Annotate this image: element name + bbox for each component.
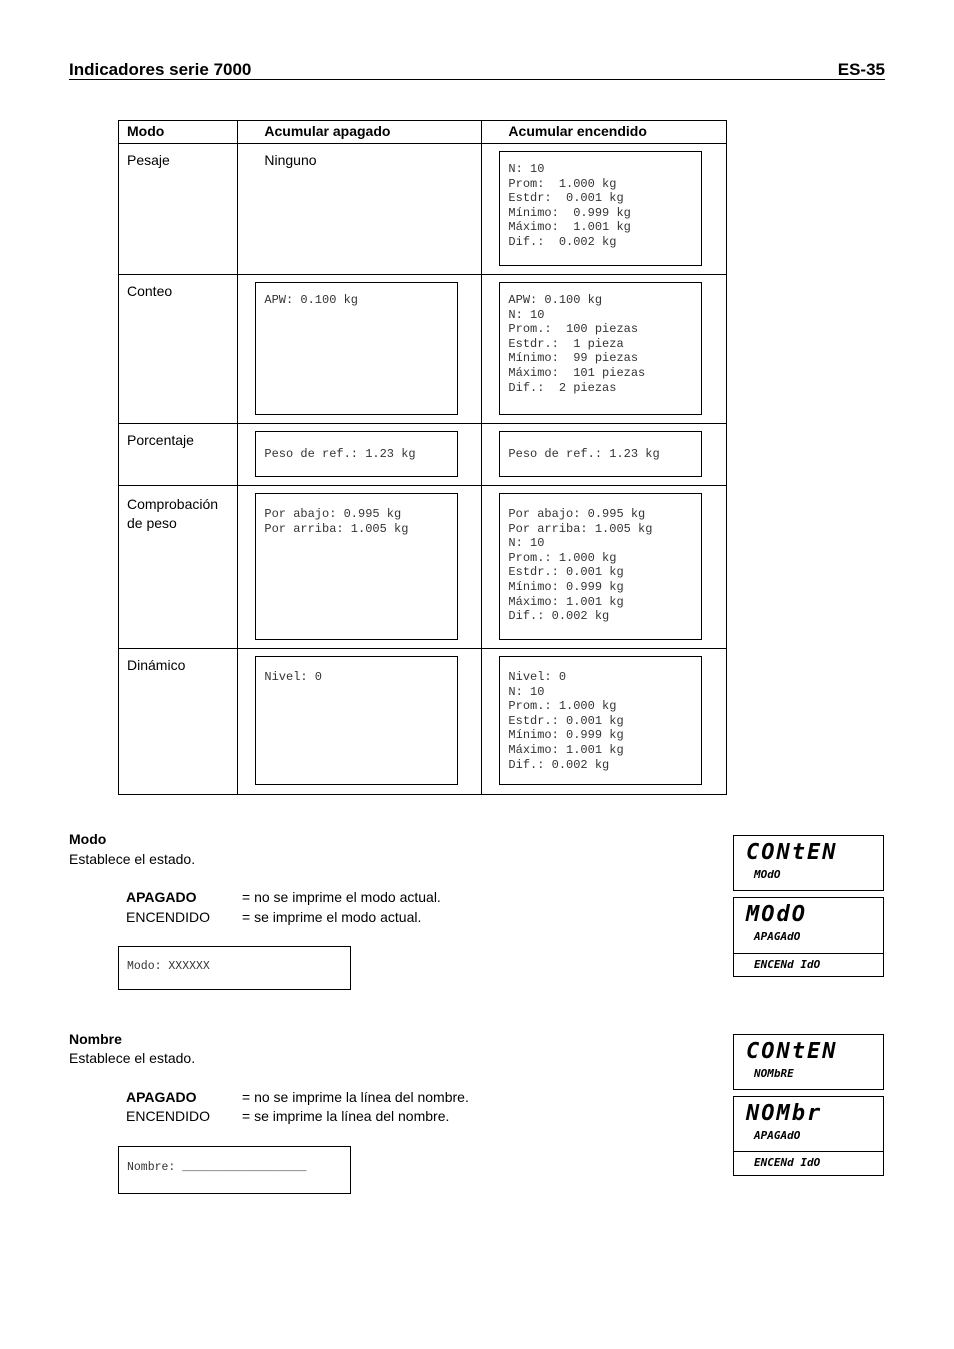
lcd-sub-text: NOMbRE — [754, 1067, 794, 1080]
mode-label: Porcentaje — [119, 424, 238, 486]
printout-line: Prom.: 100 piezas — [508, 322, 639, 337]
option-on-value: = se imprime el modo actual. — [242, 909, 422, 925]
printout-line: Máximo: 1.001 kg — [508, 594, 624, 609]
printout-box — [499, 493, 702, 640]
lcd-display-menu — [733, 1034, 884, 1090]
lcd-display-options — [733, 1096, 884, 1176]
mode-label: Comprobación de peso — [119, 486, 238, 649]
printout-line: N: 10 — [508, 536, 545, 551]
option-on-value: = se imprime la línea del nombre. — [242, 1108, 450, 1124]
printout-line: N: 10 — [508, 307, 545, 322]
lcd-sub-text: MOdO — [754, 868, 781, 881]
printout-line: Nivel: 0 — [264, 670, 322, 684]
printout-line: Estdr.: 0.001 kg — [508, 713, 624, 728]
option-off-value: = no se imprime la línea del nombre. — [242, 1089, 469, 1105]
printout-box — [499, 151, 702, 266]
option-on-key: ENCENDIDO — [126, 909, 211, 925]
printout-line: Peso de ref.: 1.23 kg — [264, 447, 416, 461]
lcd-main-text: CONtEN — [746, 1039, 838, 1064]
on-cell — [482, 275, 727, 424]
off-cell — [238, 649, 482, 795]
table-row — [119, 144, 727, 275]
printout-line: Mínimo: 0.999 kg — [508, 728, 624, 743]
lcd-main-text: MOdO — [746, 902, 807, 927]
printout-line: Mínimo: 0.999 kg — [508, 579, 624, 594]
off-text: Ninguno — [264, 152, 317, 168]
printout-line: Nivel: 0 — [508, 670, 567, 684]
printout-box — [499, 656, 702, 785]
off-cell — [238, 424, 482, 486]
printout-box — [255, 656, 458, 785]
printout-line: Dif.: 0.002 kg — [508, 757, 610, 772]
lcd-next-option-row — [734, 953, 884, 978]
page-number: ES-35 — [837, 60, 885, 79]
mode-label: Dinámico — [119, 649, 238, 795]
printout-box — [255, 431, 458, 477]
lcd-display-options — [733, 897, 884, 977]
printout-line: Prom.: 1.000 kg — [508, 699, 617, 714]
printout-box — [255, 282, 458, 415]
column-header-off: Acumular apagado — [238, 121, 482, 144]
accumulate-modes-table — [118, 120, 727, 795]
option-on-key: ENCENDIDO — [126, 1108, 211, 1124]
mode-label: Pesaje — [119, 144, 238, 275]
option-off-key: APAGADO — [126, 889, 197, 905]
header-rule — [69, 79, 885, 80]
printout-line: Por arriba: 1.005 kg — [264, 521, 409, 536]
off-cell — [238, 486, 482, 649]
printout-line: Máximo: 1.001 kg — [508, 742, 624, 757]
printout-line: Mínimo: 99 piezas — [508, 351, 639, 366]
printout-line: N: 10 — [508, 684, 545, 699]
on-cell — [482, 486, 727, 649]
printout-line: Por abajo: 0.995 kg — [508, 507, 646, 521]
section-title-modo: Modo — [69, 831, 107, 847]
printout-line: Estdr.: 1 pieza — [508, 336, 624, 351]
lcd-selected-option: APAGAdO — [754, 1129, 801, 1142]
printout-line: Máximo: 1.001 kg — [508, 220, 631, 235]
on-cell — [482, 649, 727, 795]
printout-line: Peso de ref.: 1.23 kg — [508, 447, 660, 461]
printout-line: Estdr.: 0.001 kg — [508, 565, 624, 580]
sample-printout: Modo: XXXXXX — [118, 946, 351, 990]
off-cell — [238, 275, 482, 424]
printout-box — [499, 282, 702, 415]
section-description: Establece el estado. — [69, 851, 196, 867]
printout-line: Prom.: 1.000 kg — [508, 550, 617, 565]
printout-line: Por abajo: 0.995 kg — [264, 507, 402, 521]
mode-label: Conteo — [119, 275, 238, 424]
lcd-next-option: ENCENd IdO — [754, 958, 821, 971]
lcd-main-text: CONtEN — [746, 840, 838, 865]
printout-line: APW: 0.100 kg — [264, 293, 359, 307]
printout-line: Estdr: 0.001 kg — [508, 191, 624, 206]
printout-line: Dif.: 2 piezas — [508, 380, 617, 395]
option-off-value: = no se imprime el modo actual. — [242, 889, 441, 905]
lcd-main-text: NOMbr — [746, 1101, 823, 1126]
table-row — [119, 649, 727, 795]
printout-box — [499, 431, 702, 477]
lcd-next-option-row — [734, 1151, 884, 1176]
printout-line: N: 10 — [508, 162, 545, 176]
printout-box — [255, 493, 458, 640]
section-title-nombre: Nombre — [69, 1031, 122, 1047]
printout-line: Dif.: 0.002 kg — [508, 234, 617, 249]
on-cell — [482, 424, 727, 486]
table-row — [119, 424, 727, 486]
column-header-on: Acumular encendido — [482, 121, 727, 144]
lcd-display-menu — [733, 835, 884, 891]
printout-line: Prom: 1.000 kg — [508, 176, 617, 191]
table-row — [119, 275, 727, 424]
lcd-selected-option: APAGAdO — [754, 930, 801, 943]
table-row — [119, 486, 727, 649]
table-header-row — [119, 121, 727, 144]
printout-line: Máximo: 101 piezas — [508, 365, 646, 380]
printout-line: Por arriba: 1.005 kg — [508, 521, 653, 536]
section-description: Establece el estado. — [69, 1050, 196, 1066]
printout-line: Dif.: 0.002 kg — [508, 609, 610, 624]
lcd-next-option: ENCENd IdO — [754, 1156, 821, 1169]
off-cell — [238, 144, 482, 275]
on-cell — [482, 144, 727, 275]
sample-printout: Nombre: __________________ — [118, 1146, 351, 1194]
printout-line: Mínimo: 0.999 kg — [508, 205, 631, 220]
column-header-mode: Modo — [119, 121, 238, 144]
page-header-title: Indicadores serie 7000 — [69, 60, 252, 79]
option-off-key: APAGADO — [126, 1089, 197, 1105]
printout-line: APW: 0.100 kg — [508, 293, 603, 307]
